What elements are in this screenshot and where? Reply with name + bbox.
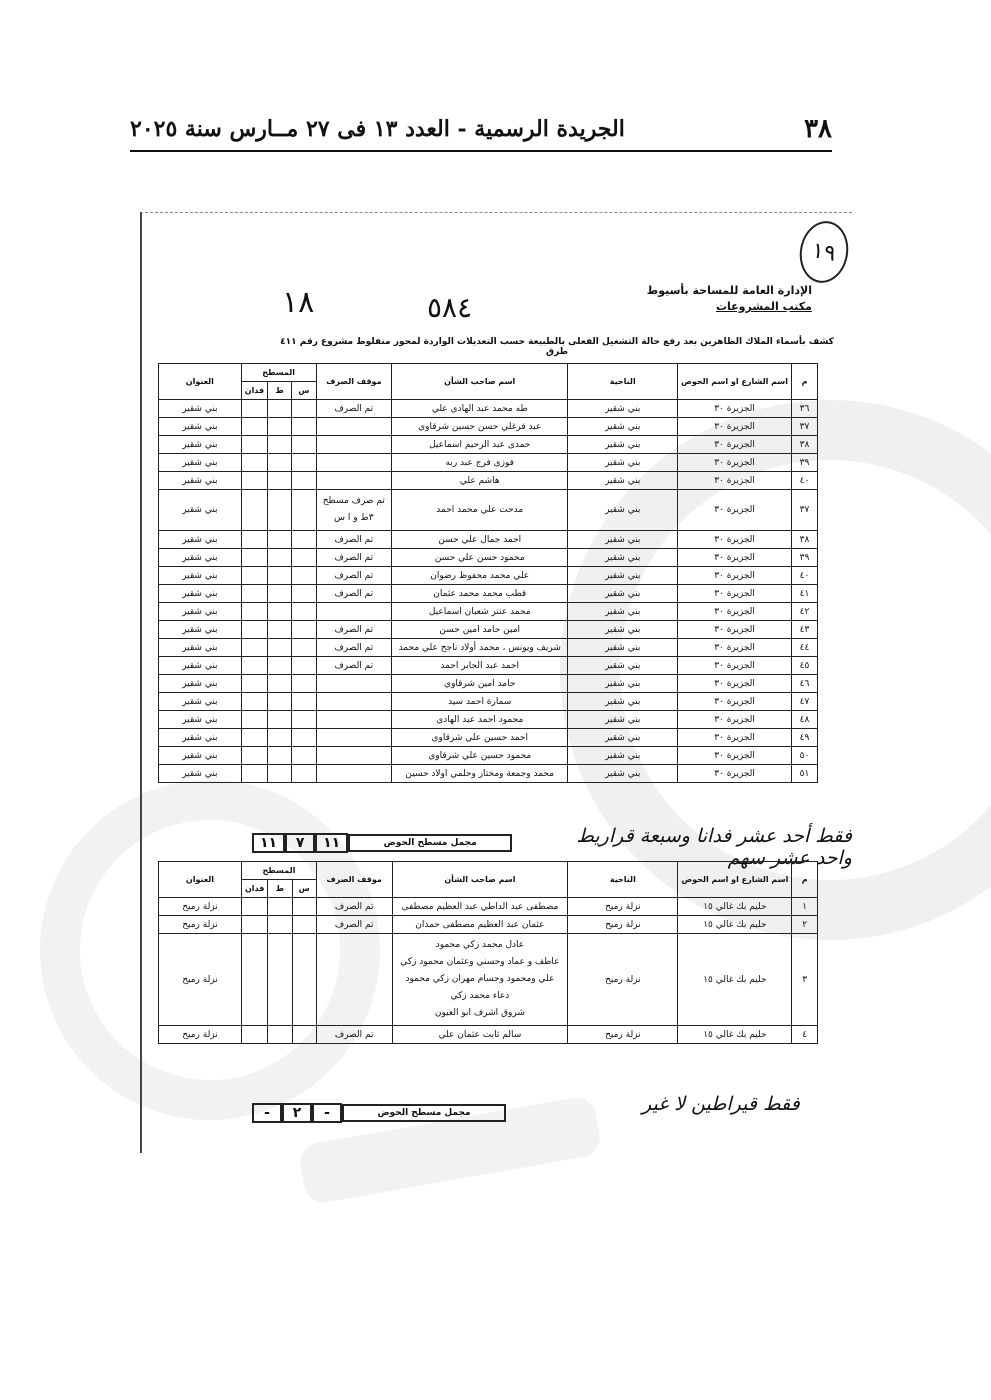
cell-village: بني شقير [568,693,678,711]
cell-street: الجزيرة ٣٠ [678,603,792,621]
cell-num: ٣٨ [792,436,818,454]
cell-status: تم الصرف [316,639,392,657]
header-area-f: فدان [241,880,267,898]
cell-status [316,934,392,1026]
cell-owner: محمود حسين علي شرقاوي [392,747,568,765]
cell-village: بني شقير [568,765,678,783]
cell-area-s [292,400,316,418]
cell-status: تم الصرف [316,585,392,603]
cell-status: تم الصرف [316,531,392,549]
cell-area-f [241,567,267,585]
cell-street: الجزيرة ٣٠ [678,675,792,693]
table-row [159,585,818,603]
table-row [159,603,818,621]
cell-area-t [268,693,292,711]
org-block [647,283,812,315]
table-row [159,531,818,549]
cell-area-t [268,400,292,418]
table-row [159,400,818,418]
cell-num: ٥٠ [792,747,818,765]
cell-area-s [292,621,316,639]
summary-label: مجمل مسطح الحوض [348,834,512,852]
cell-street: حليم بك غالي ١٥ [678,1026,792,1044]
cell-area-f [241,675,267,693]
cell-area-f [241,621,267,639]
page-header [130,108,832,152]
table-row [159,675,818,693]
cell-address: بني شقير [159,436,242,454]
cell-owner: هاشم علي [392,472,568,490]
cell-status: تم الصرف [316,898,392,916]
cell-village: بني شقير [568,418,678,436]
cell-area-t [268,454,292,472]
cell-address: بني شقير [159,418,242,436]
cell-village: بني شقير [568,549,678,567]
cell-area-t [268,585,292,603]
cell-area-t [268,549,292,567]
cell-owner: طه محمد عبد الهادي علي [392,400,568,418]
cell-owner: شريف ويونس ، محمد أولاد ناجح علي محمد [392,639,568,657]
cell-num: ٤٠ [792,472,818,490]
cell-street: الجزيرة ٣٠ [678,454,792,472]
owner-line: علي ومحمود وحسام مهران زكي محمود [405,974,555,984]
document-caption: كشف بأسماء الملاك الظاهرين بعد رفع حالة التشغيل الفعلى بالطبيعة حسب التعديلات الواردة لمحور منفلوط مشروع رقم ٤١١ طرق [280,337,834,357]
cell-address: بني شقير [159,567,242,585]
cell-num: ٤٤ [792,639,818,657]
table-row [159,621,818,639]
header-status: موقف الصرف [316,862,392,898]
cell-village: نزلة رميح [568,898,678,916]
cell-status [316,603,392,621]
cell-area-f [241,436,267,454]
cell-num: ٣٨ [792,531,818,549]
cell-village: بني شقير [568,567,678,585]
summary-label: مجمل مسطح الحوض [342,1104,506,1122]
table-row [159,639,818,657]
owners-table-2 [158,861,818,1044]
owner-line: عادل محمد زكي محمود [435,940,525,950]
org-name: الإدارة العامة للمساحة بأسيوط [646,284,812,297]
cell-area-f [241,472,267,490]
cell-area-t [268,490,292,531]
cell-village: بني شقير [568,621,678,639]
cell-area-f [241,916,267,934]
table-row [159,898,818,916]
owners-table-1 [158,363,818,783]
cell-num: ٤٨ [792,711,818,729]
cell-owner: حمدى عبد الرحيم اسماعيل [392,436,568,454]
cell-area-f [241,693,267,711]
header-area-t: ط [268,382,292,400]
cell-area-s [292,934,316,1026]
cell-village: بني شقير [568,657,678,675]
cell-area-f [241,585,267,603]
handwritten-number: ١٨ [282,285,315,320]
cell-area-f [241,418,267,436]
cell-owner: فوزى فرج عبد ربه [392,454,568,472]
cell-num: ٣٦ [792,400,818,418]
cell-area-t [268,657,292,675]
owner-line: دعاء محمد زكي [450,991,510,1001]
cell-area-f [241,603,267,621]
cell-status: تم الصرف [316,621,392,639]
cell-area-f [241,400,267,418]
cell-street: الجزيرة ٣٠ [678,765,792,783]
cell-address: بني شقير [159,693,242,711]
cell-area-s [292,693,316,711]
cell-area-s [292,531,316,549]
cell-street: حليم بك غالي ١٥ [678,916,792,934]
cell-address: بني شقير [159,711,242,729]
cell-status [316,693,392,711]
cell-area-s [292,436,316,454]
cell-area-s [292,1026,316,1044]
page-number: ٣٨ [804,114,832,144]
cell-area-t [268,621,292,639]
cell-area-f [241,934,267,1026]
cell-area-t [268,898,292,916]
cell-address: بني شقير [159,765,242,783]
cell-num: ٣٩ [792,549,818,567]
cell-street: الجزيرة ٣٠ [678,418,792,436]
cell-area-s [292,675,316,693]
cell-area-t [268,1026,292,1044]
cell-area-s [292,472,316,490]
cell-num: ٣٩ [792,454,818,472]
cell-village: بني شقير [568,711,678,729]
cell-area-f [241,639,267,657]
header-owner: اسم صاحب الشأن [392,862,568,898]
cell-street: الجزيرة ٣٠ [678,657,792,675]
cell-num: ٤٩ [792,729,818,747]
cell-area-f [241,765,267,783]
cell-street: الجزيرة ٣٠ [678,531,792,549]
cell-street: الجزيرة ٣٠ [678,567,792,585]
cell-status: تم الصرف [316,657,392,675]
cell-area-t [268,675,292,693]
gazette-title: الجريدة الرسمية - العدد ١٣ فى ٢٧ مــارس سنة ٢٠٢٥ [130,116,625,142]
cell-status: تم صرف مسطح ٣ط و ا س [316,490,392,531]
cell-status [316,765,392,783]
header-street: اسم الشارع او اسم الحوض [678,862,792,898]
cell-village: بني شقير [568,747,678,765]
cell-area-f [241,711,267,729]
table-row [159,693,818,711]
cell-village: بني شقير [568,639,678,657]
circled-page-number: ١٩ [795,217,853,286]
table-row [159,472,818,490]
cell-village: بني شقير [568,603,678,621]
cell-owner: محمود حسن علي حسن [392,549,568,567]
header-area-f: فدان [241,382,267,400]
table-row [159,729,818,747]
cell-owner: حامد امين شرقاوي [392,675,568,693]
cell-status [316,472,392,490]
cell-owner: علي محمد محفوظ رضوان [392,567,568,585]
cell-address: بني شقير [159,585,242,603]
cell-area-f [241,454,267,472]
cell-address: بني شقير [159,454,242,472]
cell-area-f [241,898,267,916]
cell-village: بني شقير [568,585,678,603]
cell-address: نزلة رميح [159,916,242,934]
cell-area-f [241,657,267,675]
cell-area-t [268,916,292,934]
handwritten-total-2: فقط قيراطين لا غير [642,1093,800,1115]
header-address: العنوان [159,862,242,898]
cell-street: الجزيرة ٣٠ [678,639,792,657]
cell-street: الجزيرة ٣٠ [678,693,792,711]
table-row [159,454,818,472]
cell-num: ١ [792,898,818,916]
cell-num: ٤٧ [792,693,818,711]
cell-area-f [241,747,267,765]
cell-status [316,747,392,765]
cell-status: تم الصرف [316,1026,392,1044]
summary-feddan: ١١ [315,833,348,853]
cell-num: ٢ [792,916,818,934]
cell-street: الجزيرة ٣٠ [678,490,792,531]
cell-owner: امين حامد امين حسن [392,621,568,639]
summary-sahm: ١١ [252,833,285,853]
cell-owner: احمد جمال علي حسن [392,531,568,549]
area-summary-2 [252,1103,506,1123]
cell-street: حليم بك غالي ١٥ [678,934,792,1026]
cell-address: نزلة رميح [159,898,242,916]
header-area: المسطح [241,364,316,382]
cell-owner: قطب محمد محمد عثمان [392,585,568,603]
cell-num: ٤٠ [792,567,818,585]
summary-feddan: - [312,1103,342,1123]
cell-num: ٤٢ [792,603,818,621]
cell-area-s [292,916,316,934]
cell-village: بني شقير [568,436,678,454]
cell-address: بني شقير [159,639,242,657]
cell-num: ٤١ [792,585,818,603]
cell-num: ٤ [792,1026,818,1044]
table-row [159,567,818,585]
table-row [159,916,818,934]
header-num: م [792,862,818,898]
cell-owner: مدحت علي محمد احمد [392,490,568,531]
owner-line: عاطف و عماد وحسني وعثمان محمود زكي [400,957,560,967]
cell-area-s [292,729,316,747]
cell-owner: احمد عبد الجابر احمد [392,657,568,675]
cell-village: بني شقير [568,400,678,418]
cell-street: الجزيرة ٣٠ [678,585,792,603]
cell-owner: محمود احمد عبد الهادي [392,711,568,729]
cell-village: بني شقير [568,490,678,531]
cell-address: بني شقير [159,621,242,639]
cell-status: تم الصرف [316,567,392,585]
dept-name: مكتب المشروعات [715,300,812,313]
header-num: م [792,364,818,400]
cell-area-s [292,639,316,657]
cell-area-s [292,765,316,783]
table-row [159,490,818,531]
cell-owner: سالم ثابت عثمان علي [392,1026,568,1044]
cell-area-s [292,418,316,436]
header-area: المسطح [241,862,316,880]
cell-num: ٣٧ [792,418,818,436]
cell-status [316,418,392,436]
table-row [159,747,818,765]
cell-owner: عثمان عبد العظيم مصطفى حمدان [392,916,568,934]
cell-status [316,454,392,472]
handwritten-number: ٥٨٤ [427,291,473,324]
header-street: اسم الشارع او اسم الحوض [678,364,792,400]
cell-area-s [292,603,316,621]
table-row [159,1026,818,1044]
cell-num: ٤٥ [792,657,818,675]
cell-num: ٥١ [792,765,818,783]
cell-area-t [268,639,292,657]
header-area-t: ط [268,880,292,898]
cell-area-s [292,585,316,603]
cell-status [316,436,392,454]
cell-num: ٤٦ [792,675,818,693]
table-row [159,711,818,729]
cell-address: نزلة رميح [159,934,242,1026]
cell-area-s [292,567,316,585]
cell-area-f [241,729,267,747]
cell-street: الجزيرة ٣٠ [678,729,792,747]
cell-status [316,729,392,747]
header-area-s: س [292,382,316,400]
cell-area-t [268,472,292,490]
cell-owner: محمد عنتر شعبان اسماعيل [392,603,568,621]
cell-num: ٣ [792,934,818,1026]
cell-owner [392,934,568,1026]
header-status: موقف الصرف [316,364,392,400]
cell-village: بني شقير [568,531,678,549]
area-summary-1 [252,833,512,853]
cell-address: بني شقير [159,549,242,567]
cell-status [316,675,392,693]
table-row [159,934,818,1026]
cell-street: الجزيرة ٣٠ [678,621,792,639]
cell-address: نزلة رميح [159,1026,242,1044]
cell-area-s [292,454,316,472]
cell-address: بني شقير [159,531,242,549]
cell-owner: احمد حسين علي شرقاوي [392,729,568,747]
cell-street: الجزيرة ٣٠ [678,747,792,765]
cell-street: حليم بك غالي ١٥ [678,898,792,916]
cell-area-t [268,603,292,621]
scanned-document [140,212,852,1153]
cell-area-t [268,765,292,783]
cell-status: تم الصرف [316,400,392,418]
cell-area-s [292,490,316,531]
table-row [159,765,818,783]
cell-owner: محمد وجمعة ومختار وحلمي اولاد حسين [392,765,568,783]
cell-village: بني شقير [568,675,678,693]
cell-status: تم الصرف [316,549,392,567]
header-village: الناحية [568,862,678,898]
cell-area-t [268,418,292,436]
cell-area-f [241,1026,267,1044]
header-village: الناحية [568,364,678,400]
cell-village: نزلة رميح [568,934,678,1026]
cell-area-f [241,531,267,549]
cell-street: الجزيرة ٣٠ [678,436,792,454]
cell-area-t [268,711,292,729]
cell-address: بني شقير [159,729,242,747]
cell-num: ٣٧ [792,490,818,531]
cell-status: تم الصرف [316,916,392,934]
cell-area-f [241,549,267,567]
table-row [159,657,818,675]
owner-line: شروق اشرف ابو العيون [434,1008,525,1018]
header-address: العنوان [159,364,242,400]
table-row [159,418,818,436]
cell-area-s [292,711,316,729]
summary-sahm: - [252,1103,282,1123]
cell-village: بني شقير [568,472,678,490]
cell-area-f [241,490,267,531]
cell-village: نزلة رميح [568,1026,678,1044]
cell-village: بني شقير [568,729,678,747]
cell-area-s [292,747,316,765]
cell-address: بني شقير [159,472,242,490]
cell-address: بني شقير [159,603,242,621]
cell-street: الجزيرة ٣٠ [678,472,792,490]
cell-address: بني شقير [159,490,242,531]
cell-owner: مصطفى عبد الداطي عبد العظيم مصطفى [392,898,568,916]
cell-area-s [292,657,316,675]
table-row [159,436,818,454]
cell-address: بني شقير [159,675,242,693]
cell-area-t [268,436,292,454]
summary-qirat: ٢ [282,1103,312,1123]
cell-area-t [268,531,292,549]
cell-address: بني شقير [159,747,242,765]
cell-village: نزلة رميح [568,916,678,934]
cell-area-t [268,729,292,747]
cell-area-t [268,567,292,585]
cell-owner: عبد فرغلي حسن حسين شرقاوي [392,418,568,436]
cell-num: ٤٣ [792,621,818,639]
cell-owner: سمارة احمد سيد [392,693,568,711]
table-row [159,549,818,567]
cell-village: بني شقير [568,454,678,472]
cell-area-t [268,747,292,765]
cell-address: بني شقير [159,400,242,418]
cell-street: الجزيرة ٣٠ [678,711,792,729]
summary-qirat: ٧ [285,833,315,853]
cell-street: الجزيرة ٣٠ [678,400,792,418]
cell-street: الجزيرة ٣٠ [678,549,792,567]
cell-address: بني شقير [159,657,242,675]
cell-area-s [292,549,316,567]
cell-area-s [292,898,316,916]
cell-area-t [268,934,292,1026]
handwritten-total-1: فقط أحد عشر فدانا وسبعة قراريط واحد عشر سهم [576,825,852,869]
header-area-s: س [292,880,316,898]
cell-status [316,711,392,729]
header-owner: اسم صاحب الشأن [392,364,568,400]
